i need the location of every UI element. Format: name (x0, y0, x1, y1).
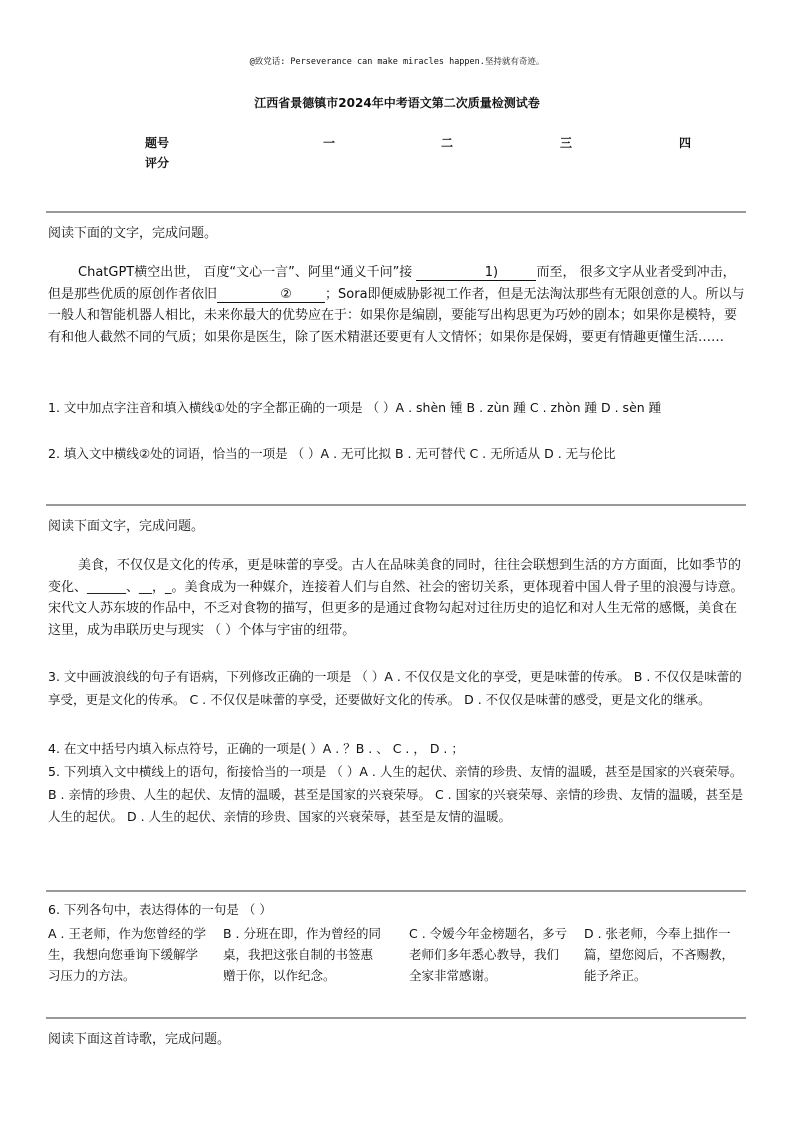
score-table-col-1: 一 (323, 136, 336, 150)
score-table-col-4: 四 (679, 136, 692, 150)
divider-2 (46, 504, 746, 506)
section1-lead: 阅读下面的文字，完成问题。 (48, 226, 218, 241)
question-6: 6. 下列各句中，表达得体的一句是 （ ） (48, 902, 272, 917)
question-4: 4. 在文中括号内填入标点符号，正确的一项是( ）A . ？B . 、 C . ， D . ； (48, 741, 464, 756)
section4-lead: 阅读下面这首诗歌，完成问题。 (48, 1032, 231, 1047)
divider-3 (46, 890, 746, 892)
section2-lead: 阅读下面文字，完成问题。 (48, 519, 205, 534)
page-motto: @致党话: Perseverance can make miracles happen.坚持就有奇迹。 (249, 57, 545, 67)
passage-text-part1: ChatGPT横空出世， 百度“文心一言”、阿里“通义千问”接 (78, 265, 417, 280)
passage-text-part3: ；Sora即便威胁影视工作者，但是无法淘汰那些有无限创意的人。所以与一般人和智能机器人相比，未来你最大的优势应在于：如果你是编剧，要能写出构思更为巧妙的剧本；如果你是模特，要有和他人截然不同的气质；如果你是医生，除了医术精湛还要更有人文情怀；如果你是保姆，要更有情趣更懂生活…… (48, 286, 745, 345)
exam-title: 江西省景德镇市2024年中考语文第二次质量检测试卷 (254, 96, 540, 110)
question-3: 3. 文中画波浪线的句子有语病，下列修改正确的一项是 （ ）A . 不仅仅是文化的享受，更是味蕾的传承。 B . 不仅仅是味蕾的享受，更是文化的传承。 C . 不仅仅是味蕾的享受，还要做好文化的传承。 D . 不仅仅是味蕾的感受，更是文化的继承。 (48, 669, 742, 707)
divider-4 (46, 1017, 746, 1019)
question-1: 1. 文中加点字注音和填入横线①处的字全都正确的一项是 （ ）A . shèn 锺 B . zùn 踵 C . zhòn 踵 D . sèn 踵 (48, 400, 662, 415)
question-5: 5. 下列填入文中横线上的语句，衔接恰当的一项是 （ ）A . 人生的起伏、亲情的珍贵、友情的温暖，甚至是国家的兴衰荣辱。 B . 亲情的珍贵、人生的起伏、友情的温暖，甚至是国家的兴衰荣辱。 C . 国家的兴衰荣辱、亲情的珍贵、友情的温暖，甚至是人生的起伏。 D . 人生的起伏、亲情的珍贵、国家的兴衰荣辱，甚至是友情的温暖。 (48, 764, 744, 824)
score-table-row2-label: 评分 (145, 156, 170, 170)
blank-2: ② (217, 288, 325, 303)
score-table-col-3: 三 (560, 136, 573, 150)
score-table-col-2: 二 (441, 136, 454, 150)
section1-passage (48, 262, 748, 348)
divider-1 (46, 211, 746, 213)
option-d: D . 张老师，今奉上拙作一篇，望您阅后，不吝赐教，能予斧正。 (584, 926, 735, 983)
option-c: C . 令嫒今年金榜题名，多亏老师们多年悉心教导，我们全家非常感谢。 (409, 926, 568, 983)
option-a: A . 王老师，作为您曾经的学生，我想向您垂询下缓解学习压力的方法。 (48, 926, 206, 983)
question-2: 2. 填入文中横线②处的词语，恰当的一项是 （ ）A . 无可比拟 B . 无可替代 C . 无所适从 D . 无与伦比 (48, 446, 616, 461)
option-b: B . 分班在即，作为曾经的同桌，我把这张自制的书签惠赠于你，以作纪念。 (223, 926, 381, 983)
score-table-row1-label: 题号 (145, 136, 170, 150)
passage-text-part2: 而至， 很多文字从业者受到冲击，但是那些优质的原创作者依旧 (48, 265, 736, 302)
section2-passage: 美食，不仅仅是文化的传承，更是味蕾的享受。古人在品味美食的同时，往往会联想到生活的方方面面，比如季节的变化、______、__，_。美食成为一种媒介，连接着人们与自然、社会的密切关系，更体现着中国人骨子里的浪漫与诗意。宋代文人苏东坡的作品中，不乏对食物的描写，但更多的是通过食物勾起对过往历史的追忆和对人生无常的感慨，美食在这里，成为串联历史与现实 （ ）个体与宇宙的纽带。 (48, 558, 744, 638)
blank-1: 1) (416, 266, 536, 281)
